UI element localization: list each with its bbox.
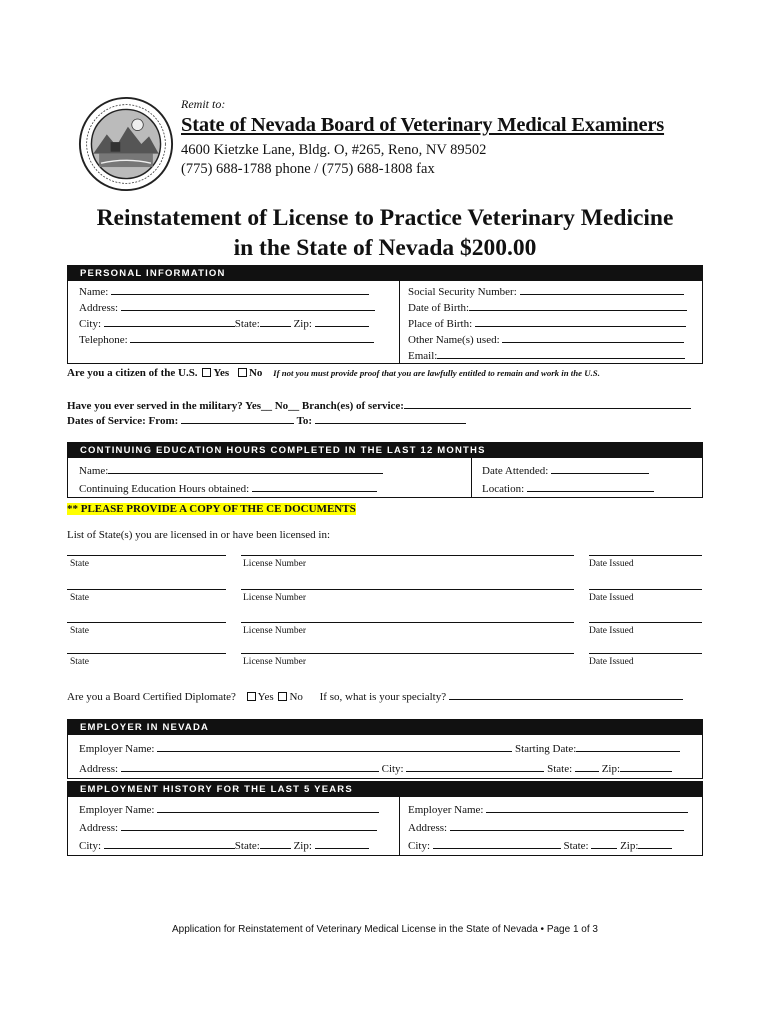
address-label: Address: [79,302,119,314]
history-city-label-1: City: [79,840,102,852]
history-address-field-2[interactable] [450,820,684,831]
history-city-field-1[interactable] [104,838,235,849]
ce-name-field[interactable] [108,463,383,474]
name-label: Name: [79,286,109,298]
diplomate-yes-label: Yes [257,691,274,703]
citizen-no-label: No [248,367,263,379]
email-field[interactable] [437,348,685,359]
other-names-label: Other Name(s) used: [408,334,500,346]
zip-label: Zip: [293,318,312,330]
ce-date-label: Date Attended: [482,465,549,477]
citizen-note: If not you must provide proof that you are lawfully entitled to remain and work in the U.S. [273,368,600,378]
license-state-caption: State [70,626,89,636]
page-footer: Application for Reinstatement of Veterinary Medical License in the State of Nevada • Page 1 of 3 [172,924,598,935]
employer-city-label: City: [381,763,404,775]
personal-info-header: PERSONAL INFORMATION [68,266,702,281]
board-address: 4600 Kietzke Lane, Bldg. O, #265, Reno, NV 89502 [181,142,487,158]
dates-from-label: Dates of Service: From: [67,415,179,427]
history-zip-label-1: Zip: [293,840,312,852]
email-label: Email: [408,350,438,362]
license-state-caption: State [70,657,89,667]
telephone-field[interactable] [130,332,374,343]
license-number-caption: License Number [243,626,307,636]
citizen-no-checkbox[interactable] [238,368,247,377]
dob-field[interactable] [469,300,687,311]
license-date-field[interactable] [589,622,702,623]
license-number-caption: License Number [243,657,307,667]
license-number-field[interactable] [241,555,574,556]
ce-notice: ** PLEASE PROVIDE A COPY OF THE CE DOCUMENTS [67,503,356,515]
telephone-label: Telephone: [79,334,128,346]
diplomate-question: Are you a Board Certified Diplomate? [67,691,236,703]
history-city-label-2: City: [408,840,431,852]
branch-field[interactable] [404,398,691,409]
license-state-field[interactable] [67,589,226,590]
employer-state-label: State: [547,763,573,775]
history-name-field-2[interactable] [486,802,688,813]
employer-address-label: Address: [79,763,119,775]
license-date-caption: Date Issued [589,657,634,667]
state-field[interactable] [260,316,291,327]
license-date-field[interactable] [589,589,702,590]
citizen-yes-label: Yes [213,367,230,379]
nevada-state-seal [78,96,174,192]
history-zip-label-2: Zip: [620,840,639,852]
remit-to-label: Remit to: [181,97,226,111]
license-date-caption: Date Issued [589,593,634,603]
other-names-field[interactable] [502,332,684,343]
employer-address-field[interactable] [121,761,379,772]
history-state-field-2[interactable] [591,838,617,849]
license-number-field[interactable] [241,589,574,590]
ssn-field[interactable] [520,284,684,295]
employer-zip-label: Zip: [601,763,621,775]
name-field[interactable] [111,284,369,295]
license-state-caption: State [70,559,89,569]
military-question: Have you ever served in the military? Yes__ No__ Branch(es) of service: [67,400,404,412]
diplomate-yes-checkbox[interactable] [247,692,256,701]
employment-history-header: EMPLOYMENT HISTORY FOR THE LAST 5 YEARS [68,782,702,797]
employer-section [67,719,703,779]
license-date-caption: Date Issued [589,626,634,636]
specialty-field[interactable] [449,689,683,700]
ce-header: CONTINUING EDUCATION HOURS COMPLETED IN THE LAST 12 MONTHS [68,443,702,458]
license-state-field[interactable] [67,653,226,654]
citizen-yes-checkbox[interactable] [202,368,211,377]
employer-zip-field[interactable] [620,761,672,772]
starting-date-label: Starting Date: [514,743,577,755]
city-label: City: [79,318,102,330]
ce-location-field[interactable] [527,481,654,492]
history-state-label-2: State: [563,840,589,852]
dates-from-field[interactable] [181,413,294,424]
history-name-field-1[interactable] [157,802,379,813]
employer-name-label: Employer Name: [79,743,155,755]
diplomate-no-checkbox[interactable] [278,692,287,701]
history-state-label-1: State: [234,840,260,852]
history-state-field-1[interactable] [260,838,291,849]
ce-name-label: Name: [79,465,109,477]
form-title-line1: Reinstatement of License to Practice Veterinary Medicine [96,205,674,231]
pob-field[interactable] [475,316,686,327]
history-zip-field-2[interactable] [638,838,672,849]
dob-label: Date of Birth: [408,302,470,314]
ce-hours-field[interactable] [252,481,377,492]
license-state-caption: State [70,593,89,603]
ce-section [67,442,703,498]
pob-label: Place of Birth: [408,318,473,330]
employment-history-section [67,781,703,856]
history-zip-field-1[interactable] [315,838,369,849]
license-date-field[interactable] [589,653,702,654]
city-field[interactable] [104,316,235,327]
history-address-label-2: Address: [408,822,448,834]
state-label: State: [234,318,260,330]
diplomate-no-label: No [289,691,303,703]
ssn-label: Social Security Number: [408,286,517,298]
address-field[interactable] [121,300,375,311]
licenses-intro: List of State(s) you are licensed in or have been licensed in: [67,529,330,541]
employer-name-field[interactable] [157,741,512,752]
dates-to-field[interactable] [315,413,466,424]
board-name: State of Nevada Board of Veterinary Medical Examiners [181,114,665,136]
dates-to-label: To: [296,415,313,427]
license-state-field[interactable] [67,555,226,556]
license-number-caption: License Number [243,559,307,569]
board-phone: (775) 688-1788 phone / (775) 688-1808 fax [181,161,435,177]
license-date-caption: Date Issued [589,559,634,569]
starting-date-field[interactable] [576,741,680,752]
ce-hours-label: Continuing Education Hours obtained: [79,483,250,495]
employer-state-field[interactable] [575,761,599,772]
employer-header: EMPLOYER IN NEVADA [68,720,702,735]
history-name-label-2: Employer Name: [408,804,484,816]
license-state-field[interactable] [67,622,226,623]
specialty-label: If so, what is your specialty? [319,691,447,703]
employer-city-field[interactable] [406,761,544,772]
ce-date-field[interactable] [551,463,649,474]
form-title-line2: in the State of Nevada $200.00 [233,235,537,261]
license-date-field[interactable] [589,555,702,556]
history-name-label-1: Employer Name: [79,804,155,816]
history-city-field-2[interactable] [433,838,561,849]
license-number-field[interactable] [241,653,574,654]
license-number-caption: License Number [243,593,307,603]
ce-location-label: Location: [482,483,525,495]
citizen-question: Are you a citizen of the U.S. [67,367,198,379]
history-address-field-1[interactable] [121,820,377,831]
history-address-label-1: Address: [79,822,119,834]
personal-info-section [67,265,703,364]
license-number-field[interactable] [241,622,574,623]
zip-field[interactable] [315,316,369,327]
